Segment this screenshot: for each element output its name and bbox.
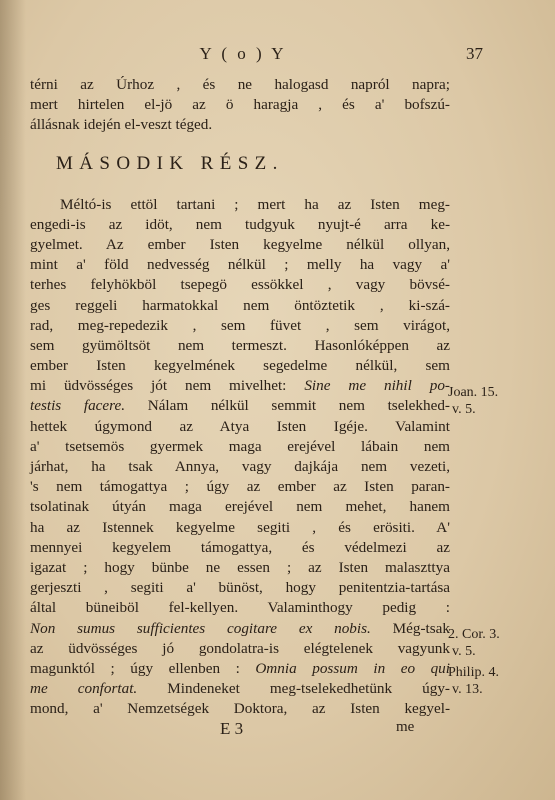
latin-quote: Non sumus sufficientes cogitare ex nobis.: [30, 619, 371, 637]
text-line: [30, 619, 450, 639]
text-line: [30, 316, 450, 336]
text-run: Még-tsak: [370, 619, 450, 637]
page-footer: [0, 719, 555, 743]
text-line: [30, 275, 450, 295]
text-run: a' tsetsemös gyermek maga erejével lábain nem: [30, 437, 450, 455]
text-line: [30, 558, 450, 578]
header-ornament: Y ( o ) Y: [199, 44, 287, 63]
text-run: az üdvösséges jó gondolatra-is elégtelenek vagyunk: [30, 639, 450, 657]
text-run: által büneiböl fel-kellyen. Valaminthogy pedig :: [30, 599, 450, 617]
text-run: terhes felyhökböl tsepegö essökkel , vagy bövsé-: [30, 276, 450, 294]
text-line: [30, 215, 450, 235]
text-run: hettek úgymond az Atya Isten Igéje. Valamint: [30, 417, 450, 435]
text-run: mi üdvösséges jót nem mivelhet:: [30, 377, 305, 395]
margin-reference-verse: v. 5.: [452, 644, 476, 659]
text-run: igazat ; hogy bünbe ne essen ; az Isten malaszttya: [30, 558, 450, 576]
latin-quote: Omnia possum in eo qui: [255, 659, 450, 677]
latin-quote: me confortat.: [30, 680, 138, 698]
text-run: Nálam nélkül semmit nem tselekhed-: [125, 397, 450, 415]
text-line: [30, 659, 450, 679]
text-line: állásnak idején el-veszt téged.: [30, 116, 213, 134]
latin-quote: testis facere.: [30, 397, 126, 415]
text-line: [30, 437, 450, 457]
text-line: [30, 356, 450, 376]
text-run: járhat, ha tsak Annya, vagy dajkája nem vezeti,: [30, 458, 450, 475]
text-run: 's nem támogattya ; úgy az ember az Isten paran-: [30, 478, 450, 496]
text-run: mond, a' Nemzetségek Doktora, az Isten kegyel-: [30, 700, 450, 718]
text-run: engedi-is az idöt, nem tudgyuk nyujt-é arra ke-: [30, 215, 450, 233]
margin-reference-book: 2. Cor. 3.: [448, 627, 500, 642]
text-line: [30, 376, 450, 396]
margin-reference-verse: v. 5.: [452, 402, 476, 417]
section-heading: MÁSODIK RÉSZ.: [56, 152, 284, 174]
text-line: [30, 598, 450, 618]
text-line: [30, 639, 450, 659]
text-line: [30, 396, 450, 416]
text-line: [30, 235, 450, 255]
signature-mark: E 3: [220, 719, 244, 738]
margin-reference-book: Joan. 15.: [448, 385, 499, 400]
text-line: [30, 296, 450, 316]
gutter-shadow: [0, 0, 26, 800]
text-line: [30, 336, 450, 356]
text-line: mert hirtelen el-jö az ö haragja , és a' bofszú-: [30, 96, 450, 114]
text-line: [30, 679, 450, 699]
margin-reference: [448, 626, 548, 660]
text-block: [30, 75, 450, 719]
page-number: 37: [466, 44, 483, 63]
text-run: gerjeszti , segiti a' bünöst, hogy penitentzia-tartása: [30, 579, 450, 597]
text-run: gyelmet. Az ember Isten kegyelme nélkül ollyan,: [30, 235, 450, 253]
text-run: mint a' föld nedvesség nélkül ; melly ha vagy a': [30, 256, 450, 274]
text-line: [30, 195, 450, 215]
margin-reference-book: Philip. 4.: [448, 665, 499, 680]
text-line: [30, 518, 450, 538]
text-line: [30, 477, 450, 497]
text-run: sem gyümöltsöt nem termeszt. Hasonlóképpen az: [30, 336, 450, 354]
text-run: ha az Istennek kegyelme segiti , és erösiti. A': [30, 518, 450, 536]
page-header: [0, 42, 555, 66]
margin-reference: [448, 664, 548, 698]
text-run: tsolatinak útyán maga erejével nem mehet, hanem: [30, 498, 450, 516]
text-line: [30, 255, 450, 275]
text-run: Mindeneket meg-tselekedhetünk úgy-: [137, 680, 450, 698]
text-line: [30, 578, 450, 598]
text-line: [30, 457, 450, 477]
catchword: me: [396, 719, 415, 735]
text-line: [30, 417, 450, 437]
text-line: [30, 699, 450, 719]
margin-reference: [448, 384, 548, 418]
text-line: [30, 538, 450, 558]
text-run: rad, meg-repedezik , sem füvet , sem virágot,: [30, 316, 450, 334]
margin-reference-verse: v. 13.: [452, 682, 483, 697]
text-run: magunktól ; úgy ellenben :: [30, 659, 256, 677]
text-run: Méltó-is ettöl tartani ; mert ha az Isten meg-: [60, 195, 450, 213]
latin-quote: Sine me nihil po-: [304, 377, 450, 395]
text-run: ges reggeli harmatokkal nem öntöztetik , ki-szá-: [30, 296, 450, 314]
text-run: mennyei kegyelem támogattya, és védelmezi az: [30, 538, 450, 556]
text-line: [30, 497, 450, 517]
text-line: térni az Úrhoz , és ne halogasd napról napra;: [30, 76, 450, 93]
text-run: ember Isten kegyelmének segedelme nélkül, sem: [30, 357, 450, 375]
